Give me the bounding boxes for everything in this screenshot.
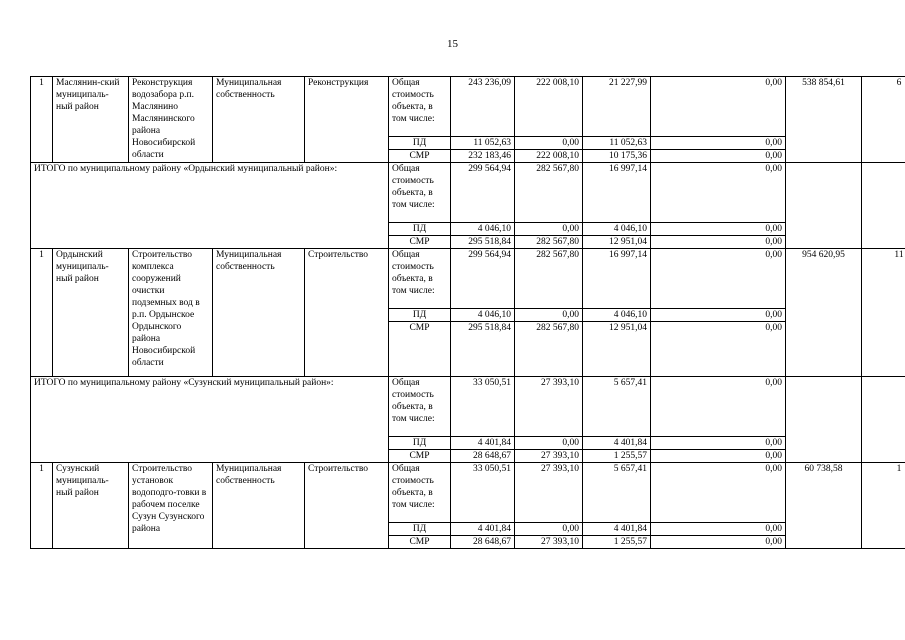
value-cell: 27 393,10 bbox=[515, 377, 583, 437]
row-number: 1 bbox=[31, 463, 53, 549]
object-name: Строительство установок водоподго-товки в рабочем поселке Сузун Сузунского района bbox=[129, 463, 213, 549]
value-cell: 232 183,46 bbox=[451, 150, 515, 163]
cost-label: Общая стоимость объекта, в том числе: bbox=[389, 377, 451, 437]
value-cell: 11 052,63 bbox=[583, 137, 651, 150]
row-number: 1 bbox=[31, 77, 53, 163]
empty-cell bbox=[862, 377, 905, 463]
value-cell: 4 401,84 bbox=[583, 437, 651, 450]
value-cell: 0,00 bbox=[515, 137, 583, 150]
cost-label: СМР bbox=[389, 236, 451, 249]
value-cell: 4 046,10 bbox=[583, 223, 651, 236]
value-cell: 4 046,10 bbox=[451, 223, 515, 236]
table-row bbox=[31, 163, 905, 223]
table-row bbox=[31, 77, 905, 137]
value-cell: 4 046,10 bbox=[451, 309, 515, 322]
investment-table bbox=[30, 76, 905, 549]
last-value: 11 bbox=[862, 249, 905, 377]
cost-label: ПД bbox=[389, 309, 451, 322]
value-cell: 12 951,04 bbox=[583, 322, 651, 377]
value-cell: 0,00 bbox=[651, 236, 786, 249]
row-number: 1 bbox=[31, 249, 53, 377]
value-cell: 243 236,09 bbox=[451, 77, 515, 137]
subtotal-label: ИТОГО по муниципальному району «Сузунский муниципальный район»: bbox=[31, 377, 389, 463]
value-cell: 28 648,67 bbox=[451, 450, 515, 463]
value-cell: 295 518,84 bbox=[451, 322, 515, 377]
value-cell: 0,00 bbox=[651, 450, 786, 463]
cost-label: СМР bbox=[389, 322, 451, 377]
value-cell: 0,00 bbox=[515, 309, 583, 322]
district-name: Маслянин-ский муниципаль-ный район bbox=[53, 77, 129, 163]
value-cell: 1 255,57 bbox=[583, 450, 651, 463]
total-value: 538 854,61 bbox=[786, 77, 862, 163]
value-cell: 0,00 bbox=[515, 223, 583, 236]
last-value: 1 bbox=[862, 463, 905, 549]
table-row bbox=[31, 377, 905, 437]
value-cell: 0,00 bbox=[515, 523, 583, 536]
value-cell: 4 046,10 bbox=[583, 309, 651, 322]
cost-label: ПД bbox=[389, 437, 451, 450]
last-value: 6 bbox=[862, 77, 905, 163]
value-cell: 27 393,10 bbox=[515, 463, 583, 523]
cost-label: СМР bbox=[389, 150, 451, 163]
value-cell: 282 567,80 bbox=[515, 236, 583, 249]
value-cell: 11 052,63 bbox=[451, 137, 515, 150]
value-cell: 0,00 bbox=[651, 223, 786, 236]
total-value: 60 738,58 bbox=[786, 463, 862, 549]
ownership: Муниципальная собственность bbox=[213, 249, 305, 377]
value-cell: 0,00 bbox=[651, 463, 786, 523]
cost-label: Общая стоимость объекта, в том числе: bbox=[389, 463, 451, 523]
value-cell: 222 008,10 bbox=[515, 150, 583, 163]
ownership: Муниципальная собственность bbox=[213, 77, 305, 163]
value-cell: 282 567,80 bbox=[515, 163, 583, 223]
value-cell: 16 997,14 bbox=[583, 163, 651, 223]
empty-cell bbox=[786, 163, 862, 249]
value-cell: 33 050,51 bbox=[451, 463, 515, 523]
object-name: Строительство комплекса сооружений очистки подземных вод в р.п. Ордынское Ордынского района Новосибирской области bbox=[129, 249, 213, 377]
value-cell: 4 401,84 bbox=[451, 437, 515, 450]
total-value: 954 620,95 bbox=[786, 249, 862, 377]
value-cell: 282 567,80 bbox=[515, 322, 583, 377]
value-cell: 0,00 bbox=[651, 150, 786, 163]
work-type: Реконструкция bbox=[305, 77, 389, 163]
value-cell: 222 008,10 bbox=[515, 77, 583, 137]
value-cell: 4 401,84 bbox=[583, 523, 651, 536]
table-row bbox=[31, 249, 905, 309]
value-cell: 299 564,94 bbox=[451, 249, 515, 309]
value-cell: 295 518,84 bbox=[451, 236, 515, 249]
table-row bbox=[31, 463, 905, 523]
empty-cell bbox=[786, 377, 862, 463]
value-cell: 28 648,67 bbox=[451, 536, 515, 549]
value-cell: 0,00 bbox=[651, 523, 786, 536]
work-type: Строительство bbox=[305, 463, 389, 549]
value-cell: 5 657,41 bbox=[583, 463, 651, 523]
object-name: Реконструкция водозабора р.п. Маслянино Маслянинского района Новосибирской области bbox=[129, 77, 213, 163]
ownership: Муниципальная собственность bbox=[213, 463, 305, 549]
value-cell: 4 401,84 bbox=[451, 523, 515, 536]
cost-label: ПД bbox=[389, 523, 451, 536]
cost-label: СМР bbox=[389, 536, 451, 549]
value-cell: 0,00 bbox=[515, 437, 583, 450]
value-cell: 0,00 bbox=[651, 377, 786, 437]
value-cell: 0,00 bbox=[651, 249, 786, 309]
cost-label: ПД bbox=[389, 223, 451, 236]
cost-label: ПД bbox=[389, 137, 451, 150]
district-name: Сузунский муниципаль-ный район bbox=[53, 463, 129, 549]
value-cell: 27 393,10 bbox=[515, 450, 583, 463]
value-cell: 1 255,57 bbox=[583, 536, 651, 549]
value-cell: 0,00 bbox=[651, 163, 786, 223]
value-cell: 0,00 bbox=[651, 536, 786, 549]
work-type: Строительство bbox=[305, 249, 389, 377]
subtotal-label: ИТОГО по муниципальному району «Ордынский муниципальный район»: bbox=[31, 163, 389, 249]
value-cell: 12 951,04 bbox=[583, 236, 651, 249]
value-cell: 21 227,99 bbox=[583, 77, 651, 137]
district-name: Ордынский муниципаль-ный район bbox=[53, 249, 129, 377]
value-cell: 27 393,10 bbox=[515, 536, 583, 549]
cost-label: Общая стоимость объекта, в том числе: bbox=[389, 163, 451, 223]
value-cell: 10 175,36 bbox=[583, 150, 651, 163]
value-cell: 33 050,51 bbox=[451, 377, 515, 437]
value-cell: 0,00 bbox=[651, 437, 786, 450]
value-cell: 0,00 bbox=[651, 77, 786, 137]
value-cell: 0,00 bbox=[651, 137, 786, 150]
cost-label: СМР bbox=[389, 450, 451, 463]
page-number: 15 bbox=[447, 38, 458, 50]
value-cell: 299 564,94 bbox=[451, 163, 515, 223]
cost-label: Общая стоимость объекта, в том числе: bbox=[389, 249, 451, 309]
empty-cell bbox=[862, 163, 905, 249]
value-cell: 282 567,80 bbox=[515, 249, 583, 309]
value-cell: 0,00 bbox=[651, 309, 786, 322]
value-cell: 5 657,41 bbox=[583, 377, 651, 437]
value-cell: 0,00 bbox=[651, 322, 786, 377]
value-cell: 16 997,14 bbox=[583, 249, 651, 309]
cost-label: Общая стоимость объекта, в том числе: bbox=[389, 77, 451, 137]
